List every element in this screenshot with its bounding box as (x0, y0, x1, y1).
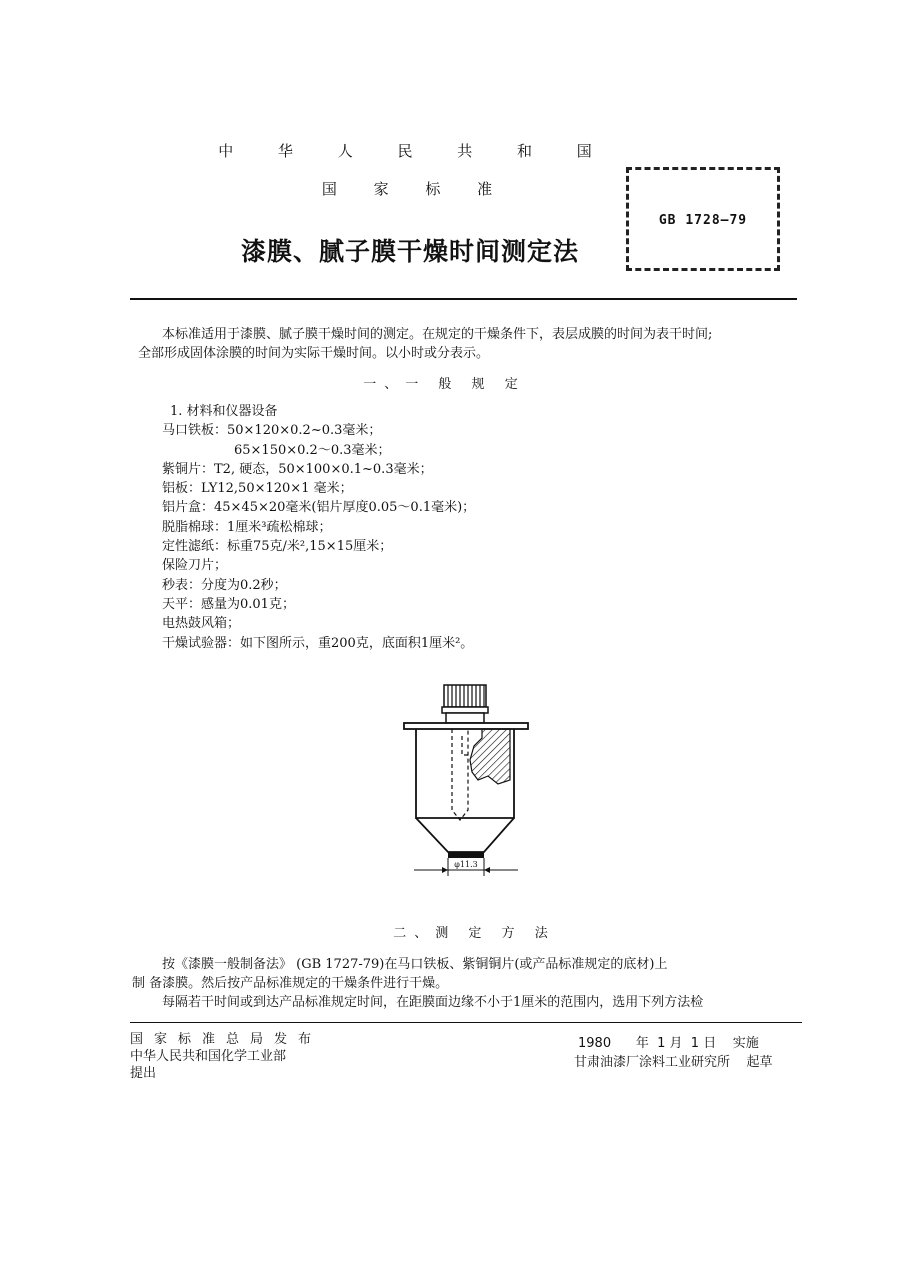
intro-line-1: 本标准适用于漆膜、腻子膜干燥时间的测定。在规定的干燥条件下，表层成膜的时间为表干时间; (162, 327, 713, 342)
issuer-text: 国家标准总局发布 (130, 1032, 323, 1047)
country-name: 中 华 人 民 共 和 国 (218, 142, 612, 160)
footer-divider (130, 1022, 802, 1023)
section-1-heading: 一、一 般 规 定 (363, 377, 526, 392)
method-line-2: 制 备漆膜。然后按产品标准规定的干燥条件进行干燥。 (132, 976, 449, 991)
list-item: 保险刀片； (162, 558, 228, 574)
header-divider (130, 298, 797, 300)
list-item: 干燥试验器：如下图所示，重200克，底面积1厘米²。 (162, 635, 474, 651)
drying-tester-diagram (400, 680, 535, 880)
drafter-text: 甘肃油漆厂涂料工业研究所 起草 (574, 1055, 773, 1070)
section-2-heading: 二、测 定 方 法 (393, 926, 556, 941)
list-item: 铝片盒：45×45×20毫米(铝片厚度0.05～0.1毫米)； (162, 500, 476, 516)
list-item: 天平：感量为0.01克； (162, 596, 295, 612)
materials-subheading: 1. 材料和仪器设备 (170, 404, 278, 419)
page-title: 漆膜、腻子膜干燥时间测定法 (240, 237, 579, 266)
standard-number: GB 1728—79 (658, 213, 748, 228)
list-item: 65×150×0.2～0.3毫米； (234, 442, 391, 458)
national-standard-label: 国 家 标 准 (321, 180, 509, 198)
method-line-3: 每隔若干时间或到达产品标准规定时间，在距膜面边缘不小于1厘米的范围内，选用下列方法检 (162, 995, 704, 1010)
materials-list (162, 402, 475, 653)
implementation-date: 1980 年 1 月 1 日 实施 (578, 1036, 759, 1051)
list-item: 马口铁板：50×120×0.2~0.3毫米； (162, 423, 382, 439)
intro-line-2: 全部形成固体涂膜的时间为实际干燥时间。以小时或分表示。 (138, 346, 490, 361)
standard-number-box (626, 167, 780, 271)
list-item: 紫铜片：T2, 硬态，50×100×0.1~0.3毫米； (162, 461, 433, 477)
list-item: 电热鼓风箱； (162, 616, 241, 632)
list-item: 脱脂棉球：1厘米³疏松棉球； (162, 519, 332, 535)
list-item: 铝板：LY12,50×120×1 毫米； (162, 481, 353, 497)
list-item: 定性滤纸：标重75克/米²,15×15厘米； (162, 539, 393, 555)
proposed-label: 提出 (130, 1066, 157, 1081)
list-item: 秒表：分度为0.2秒； (162, 577, 287, 593)
method-line-1: 按《漆膜一般制备法》 (GB 1727-79)在马口铁板、紫铜铜片(或产品标准规定的底材)上 (162, 957, 668, 972)
proposer-text: 中华人民共和国化学工业部 (130, 1049, 287, 1064)
diameter-label: φ11.3 (454, 860, 478, 869)
